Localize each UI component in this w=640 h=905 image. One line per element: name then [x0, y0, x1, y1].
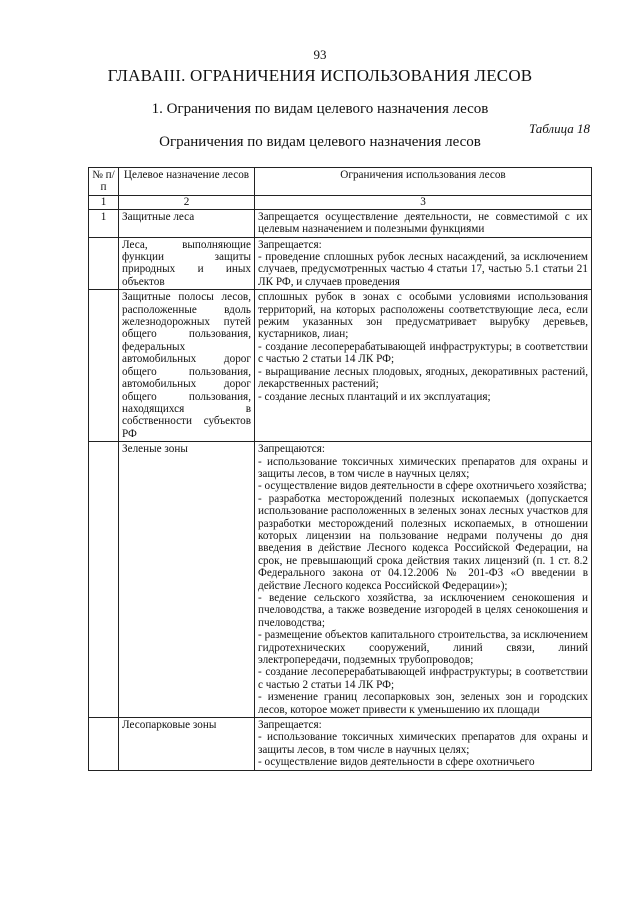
row-restrictions — [255, 718, 592, 771]
row-number — [89, 718, 119, 771]
column-number: 2 — [119, 195, 255, 209]
row-number: 1 — [89, 209, 119, 237]
table-row — [89, 718, 592, 771]
row-number — [89, 290, 119, 442]
restriction-line: Запрещается: — [258, 238, 322, 251]
restriction-line: Запрещается: — [258, 719, 322, 732]
restriction-line: Запрещаются: — [258, 443, 326, 456]
row-restrictions: Запрещается осуществление деятельности, не совместимой с их целевым назначением и полезными функциями — [255, 209, 592, 237]
restriction-line: - размещение объектов капитального строительства, за исключением гидротехнических сооружений, линий связи, линий электропередачи, подземных трубопроводов; — [258, 629, 588, 667]
header-restrictions: Ограничения использования лесов — [255, 168, 592, 196]
row-purpose: Лесопарковые зоны — [119, 718, 255, 771]
chapter-title: ГЛАВАIII. ОГРАНИЧЕНИЯ ИСПОЛЬЗОВАНИЯ ЛЕСОВ — [107, 66, 533, 85]
row-purpose: Зеленые зоны — [119, 442, 255, 718]
table-title: Ограничения по видам целевого назначения лесов — [159, 134, 481, 150]
table-header-row — [89, 168, 592, 196]
restriction-line: сплошных рубок в зонах с особыми условиями использования территорий, на которых расположены соответствующие леса, если режим указанных зон предусматривает вырубку деревьев, кустарников, лиан; — [258, 291, 588, 341]
header-purpose: Целевое назначение лесов — [119, 168, 255, 196]
table-row — [89, 290, 592, 442]
column-number: 1 — [89, 195, 119, 209]
row-number — [89, 442, 119, 718]
restriction-line: - создание лесных плантаций и их эксплуатация; — [258, 390, 491, 403]
restrictions-table — [88, 167, 592, 771]
restriction-line: - проведение сплошных рубок лесных насаждений, за исключением случаев, предусмотренных частью 4 статьи 17, частью 5.1 статьи 21 ЛК РФ, и случаев проведения — [258, 251, 588, 288]
restriction-line: - создание лесоперерабатывающей инфраструктуры; в соответствии с частью 2 статьи 14 ЛК РФ; — [258, 666, 588, 691]
restriction-line: - разработка месторождений полезных ископаемых (допускается использование расположенных в зеленых зонах лесных участков для разработки месторождений полезных ископаемых, в отношении которых лицензии на пользование недрами получены до дня введения в действие Лесного кодекса Российской Федерации, на срок, не превышающий срока действия таких лицензий (п. 1 ст. 8.2 Федерального закона от 04.12.2006 № 201-ФЗ «О введении в действие Лесного кодекса Российской Федерации»); — [258, 492, 588, 592]
restriction-line: - выращивание лесных плодовых, ягодных, декоративных растений, лекарственных растений; — [258, 365, 588, 391]
restriction-line: - создание лесоперерабатывающей инфраструктуры; в соответствии с частью 2 статьи 14 ЛК РФ; — [258, 340, 588, 366]
table-row — [89, 237, 592, 290]
row-restrictions — [255, 290, 592, 442]
restriction-line: - ведение сельского хозяйства, за исключением сенокошения и пчеловодства, а также возведение изгородей в целях сенокошения и пчеловодства; — [258, 592, 588, 629]
table-row — [89, 442, 592, 718]
row-restrictions — [255, 442, 592, 718]
column-number: 3 — [255, 195, 592, 209]
table-number: Таблица 18 — [528, 121, 590, 136]
row-number — [89, 237, 119, 290]
column-number-row — [89, 195, 592, 209]
table-row — [89, 209, 592, 237]
restriction-line: - осуществление видов деятельности в сфере охотничьего — [258, 756, 535, 769]
section-title: 1. Ограничения по видам целевого назначения лесов — [151, 101, 489, 117]
row-purpose: Защитные леса — [119, 209, 255, 237]
row-purpose: Защитные полосы лесов, расположенные вдоль железнодорожных путей общего пользования, федеральных автомобильных дорог общего пользования, автомобильных дорог общего пользования, находящихся в собственности субъектов РФ — [119, 290, 255, 442]
header-num: № п/п — [89, 168, 119, 196]
restriction-line: - использование токсичных химических препаратов для охраны и защиты лесов, в том числе в научных целях; — [258, 455, 588, 480]
restriction-line: - изменение границ лесопарковых зон, зеленых зон и городских лесов, которое может привести к уменьшению их площади — [258, 691, 588, 716]
page-number: 93 — [313, 47, 327, 62]
row-purpose: Леса, выполняющие функции защиты природных и иных объектов — [119, 237, 255, 290]
restriction-line: - осуществление видов деятельности в сфере охотничьего хозяйства; — [258, 480, 587, 493]
row-restrictions — [255, 237, 592, 290]
restriction-line: - использование токсичных химических препаратов для охраны и защиты лесов, в том числе в научных целях; — [258, 731, 588, 756]
